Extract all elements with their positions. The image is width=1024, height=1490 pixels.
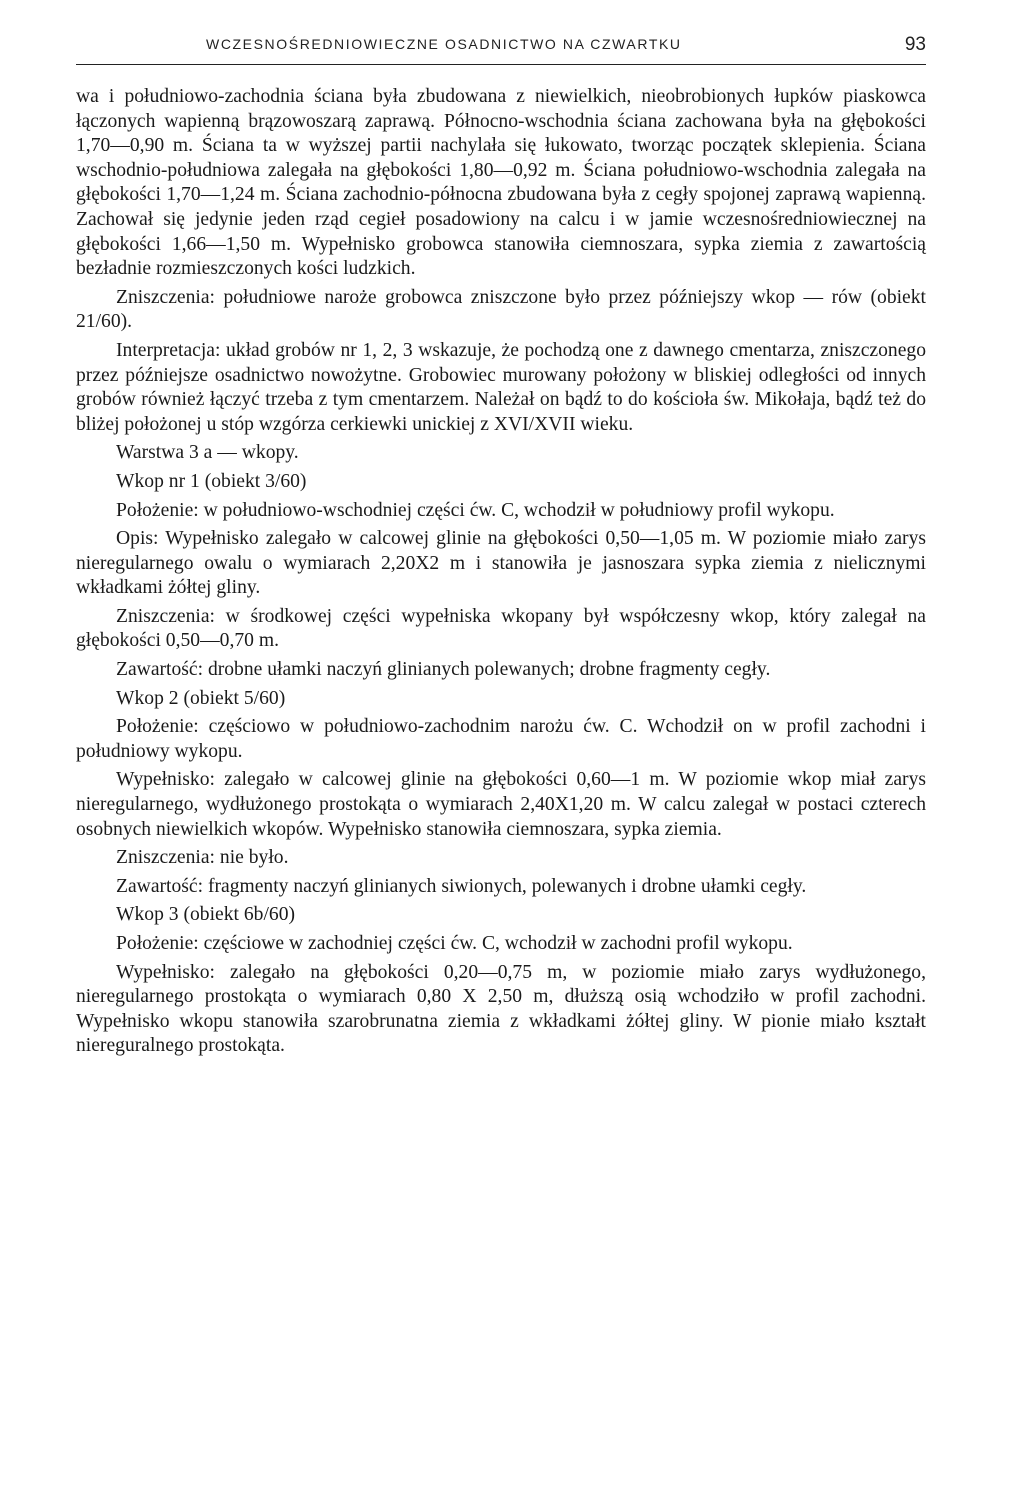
- paragraph: Zniszczenia: nie było.: [116, 847, 289, 869]
- paragraph: Zawartość: fragmenty naczyń glinianych siwionych, polewanych i drobne ułamki cegły.: [116, 875, 807, 897]
- paragraph: Zawartość: drobne ułamki naczyń glinianych polewanych; drobne fragmenty cegły.: [116, 659, 771, 681]
- paragraph: wa i południowo-zachodnia ściana była zbudowana z niewielkich, nieobrobionych łupków piaskowca łączonych wapienną brązowoszarą zaprawą. Północno-wschodnia ściana zachowana była na głębokości 1,70—0,90 m. Ściana ta w wyższej partii nachylała się łukowato, tworząc początek sklepienia. Ściana wschodnio-południowa zalegała na głębokości 1,80—0,92 m. Ściana południowo-wschodnia zalegała na głębokości 1,70—1,24 m. Ściana zachodnio-północna zbudowana była z cegły spojonej zaprawą wapienną. Zachował się jedynie jeden rząd cegieł posadowiony na calcu i w jamie wczesnośredniowiecznej na głębokości 1,66—1,50 m. Wypełnisko grobowca stanowiła ciemnoszara, sypka ziemia z zawartością bezładnie rozmieszczonych kości ludzkich.: [76, 86, 926, 280]
- running-title: WCZESNOŚREDNIOWIECZNE OSADNICTWO NA CZWARTKU: [206, 36, 682, 52]
- page: [76, 28, 926, 1063]
- paragraph: Warstwa 3 a — wkopy.: [116, 442, 299, 464]
- paragraph: Wkop 3 (obiekt 6b/60): [116, 904, 296, 926]
- page-header: [76, 28, 926, 65]
- paragraph: Zniszczenia: w środkowej części wypełniska wkopany był współczesny wkop, który zalegał na głębokości 0,50—0,70 m.: [76, 605, 926, 652]
- paragraph: Wypełnisko: zalegało w calcowej glinie na głębokości 0,60—1 m. W poziomie wkop miał zarys nieregularnego, wydłużonego prostokąta o wymiarach 2,40X1,20 m. W calcu zalegał w postaci czterech osobnych niewielkich wkopów. Wypełnisko stanowiła ciemnoszara, sypka ziemia.: [76, 769, 926, 840]
- paragraph: Wkop 2 (obiekt 5/60): [116, 687, 286, 709]
- paragraph: Położenie: częściowo w południowo-zachodnim narożu ćw. C. Wchodził on w profil zachodni i południowy wykopu.: [76, 716, 926, 762]
- paragraph: Położenie: w południowo-wschodniej części ćw. C, wchodził w południowy profil wykopu.: [116, 499, 835, 521]
- paragraph: Zniszczenia: południowe naroże grobowca zniszczone było przez późniejszy wkop — rów (obiekt 21/60).: [76, 286, 926, 333]
- paragraph: Wypełnisko: zalegało na głębokości 0,20—0,75 m, w poziomie miało zarys wydłużonego, nieregularnego prostokąta o wymiarach 0,80 X 2,50 m, dłuższą osią wchodziło w profil zachodni. Wypełnisko wkopu stanowiła szarobrunatna ziemia z wkładkami żółtej gliny. W pionie miało kształt niereguralnego prostokąta.: [76, 961, 926, 1057]
- paragraph: Interpretacja: układ grobów nr 1, 2, 3 wskazuje, że pochodzą one z dawnego cmentarza, zniszczonego przez późniejsze osadnictwo nowożytne. Grobowiec murowany położony w bliskiej odległości od innych grobów również łączyć trzeba z tym cmentarzem. Należał on bądź to do kościoła św. Mikołaja, bądź też do bliżej położonej u stóp wzgórza cerkiewki unickiej z XVI/XVII wieku.: [76, 339, 926, 435]
- body-text: [76, 85, 926, 1059]
- paragraph: Położenie: częściowe w zachodniej części ćw. C, wchodził w zachodni profil wykopu.: [116, 933, 793, 954]
- paragraph: Wkop nr 1 (obiekt 3/60): [116, 470, 307, 492]
- page-number: 93: [904, 34, 926, 55]
- paragraph: Opis: Wypełnisko zalegało w calcowej glinie na głębokości 0,50—1,05 m. W poziomie miało zarys nieregularnego owalu o wymiarach 2,20X2 m i stanowiła je jasnoszara sypka ziemia z nielicznymi wkładkami żółtej gliny.: [76, 528, 926, 599]
